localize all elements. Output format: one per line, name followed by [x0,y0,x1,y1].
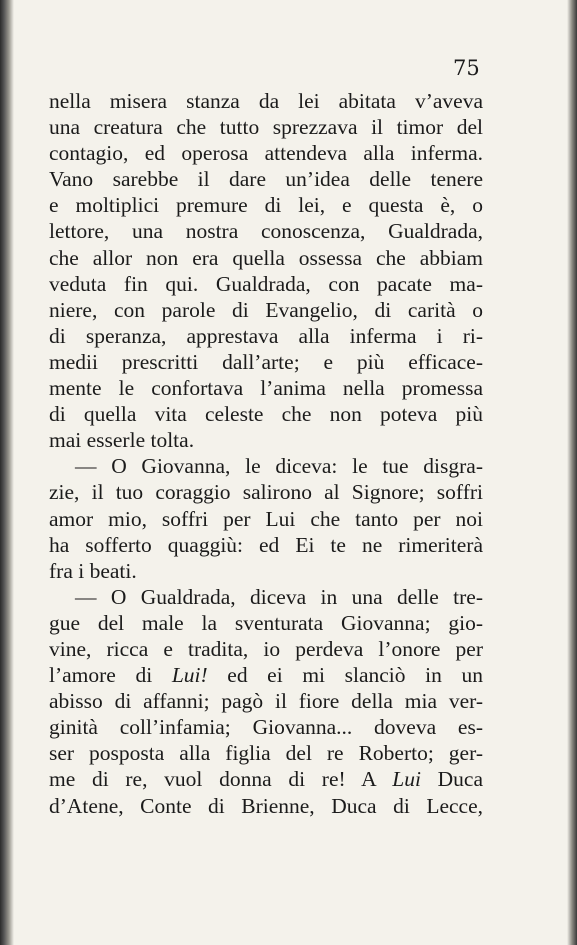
text-line: di speranza, apprestava alla inferma i ri- [49,323,483,348]
text-line: — O Giovanna, le diceva: le tue disgra- [75,454,483,479]
page-number: 75 [453,56,480,80]
text-line: d’Atene, Conte di Brienne, Duca di Lecce, [49,793,483,818]
text-line: che allor non era quella ossessa che abbiam [49,245,483,270]
text-line: mai esserle tolta. [49,428,195,453]
text-line: abisso di affanni; pagò il fiore della mia ver- [49,689,483,714]
text-line: fra i beati. [49,558,137,583]
text-line: vine, ricca e tradita, io perdeva l’onore per [49,636,483,661]
text-run: me di re, vuol donna di re! A [49,767,393,792]
body-text [49,88,483,819]
text-line: — O Gualdrada, diceva in una delle tre- [75,584,483,609]
italic-word: Lui! [171,663,208,688]
text-line: lettore, una nostra conoscenza, Gualdrada, [49,219,483,244]
text-line: mente le confortava l’anima nella promessa [49,376,483,401]
text-line: una creatura che tutto sprezzava il timor del [49,115,483,140]
text-line: ha sofferto quaggiù: ed Ei te ne rimeriterà [49,532,483,557]
text-run: ed ei mi slanciò in un [207,663,483,688]
text-line: ser posposta alla figlia del re Roberto; ger- [49,741,483,766]
text-line: niere, con parole di Evangelio, di carità o [49,297,483,322]
text-run: Duca [420,767,483,792]
page-edge-shadow [567,0,577,945]
text-line: amor mio, soffri per Lui che tanto per noi [49,506,483,531]
text-line: gue del male la sventurata Giovanna; gio- [49,610,483,635]
text-line: medii prescritti dall’arte; e più efficace- [49,349,483,374]
text-line [49,662,483,688]
text-line: nella misera stanza da lei abitata v’aveva [49,89,483,113]
text-line: ginità coll’infamia; Giovanna... doveva es- [49,715,483,740]
page-gutter-shadow [0,0,14,945]
text-line: veduta fin qui. Gualdrada, con pacate ma- [49,271,483,296]
text-line: di quella vita celeste che non poteva più [49,402,483,427]
italic-word: Lui [392,767,421,792]
text-line: e moltiplici premure di lei, e questa è, o [49,193,483,218]
text-line: Vano sarebbe il dare un’idea delle tenere [49,167,483,192]
text-run: l’amore di [49,663,172,688]
text-line [49,766,483,792]
text-line: contagio, ed operosa attendeva alla inferma. [49,141,483,166]
text-line: zie, il tuo coraggio salirono al Signore; soffri [49,480,483,505]
